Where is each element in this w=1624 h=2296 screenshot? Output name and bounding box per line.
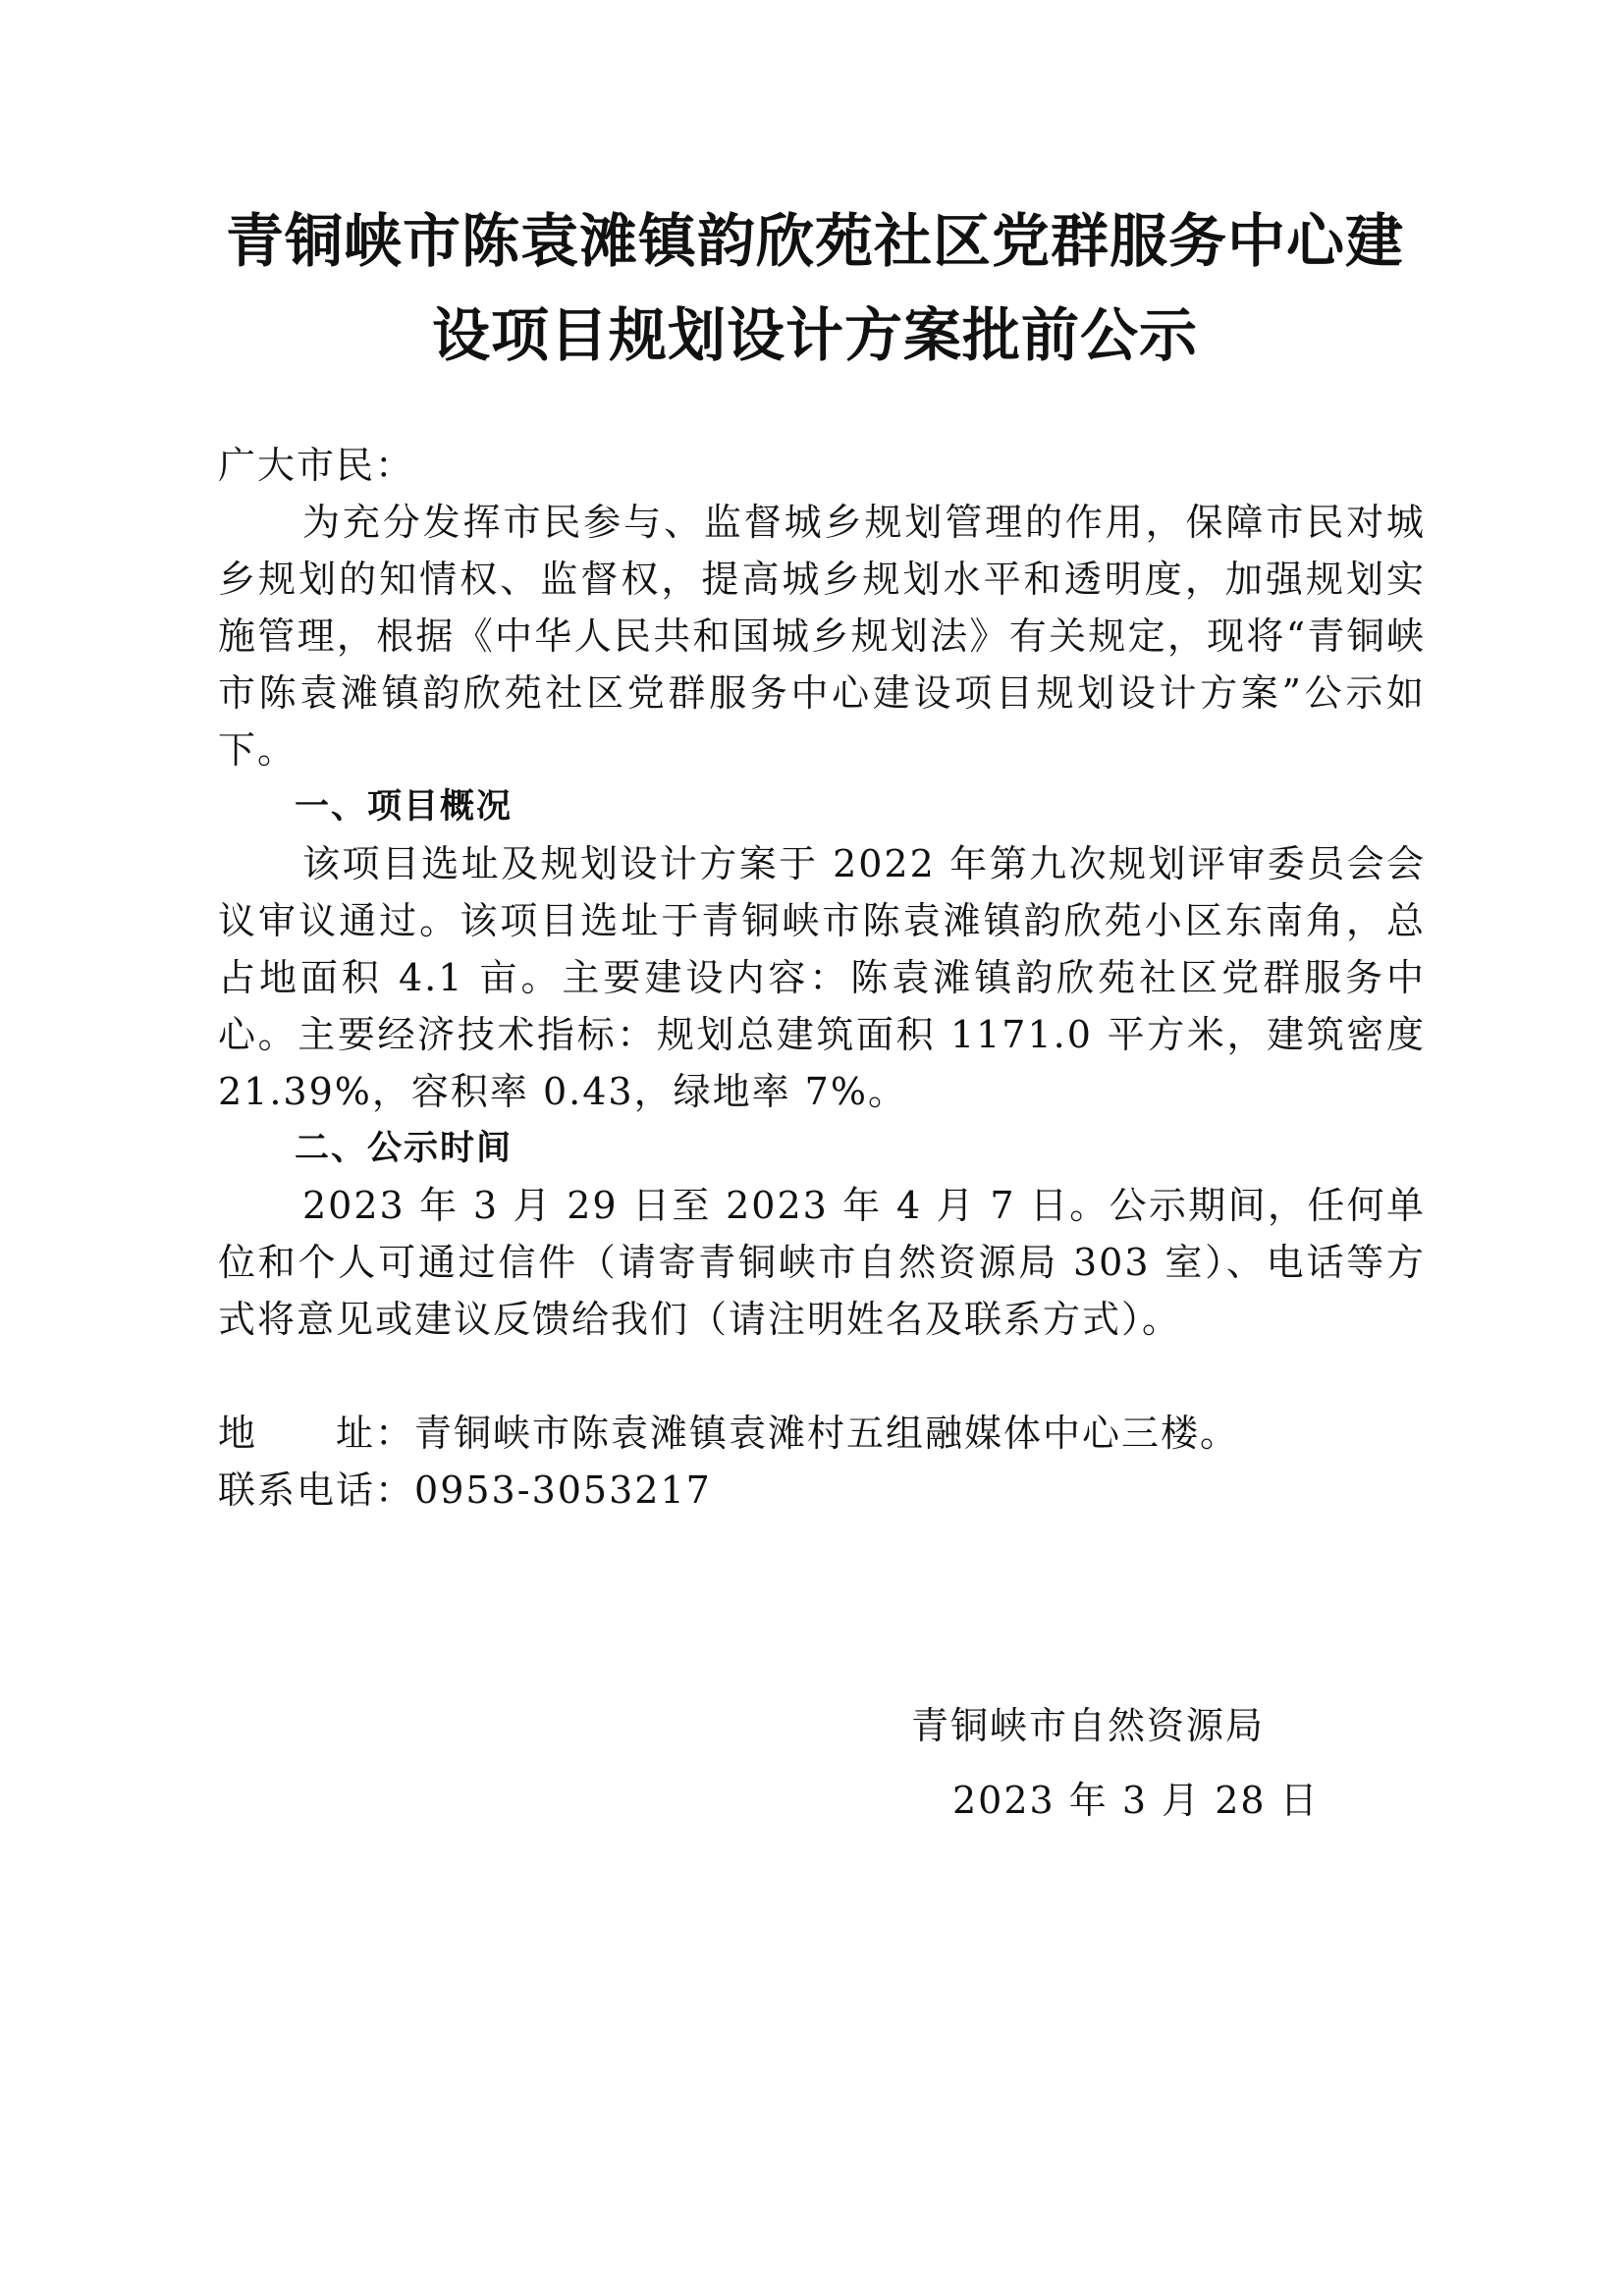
phone-label: 联系电话： (218, 1468, 415, 1512)
address-line (218, 1405, 1426, 1462)
period-paragraph: 2023 年 3 月 29 日至 2023 年 4 月 7 日。公示期间，任何单位和个人可通过信件（请寄青铜峡市自然资源局 303 室）、电话等方式将意见或建议反馈给我们（请注明姓名及联系方式）。 (218, 1184, 1426, 1341)
spacer (218, 1348, 1426, 1405)
salutation: 广大市民： (218, 444, 415, 487)
signature-block (884, 1688, 1434, 1838)
overview-paragraph: 该项目选址及规划设计方案于 2022 年第九次规划评审委员会会议审议通过。该项目选址于青铜峡市陈袁滩镇韵欣苑小区东南角，总占地面积 4.1 亩。主要建设内容：陈袁滩镇韵欣苑社区党群服务中心。主要经济技术指标：规划总建筑面积 1171.0 平方米，建筑密度 21.39%，容积率 0.43，绿地率 7%。 (218, 842, 1426, 1113)
section-heading-overview: 一、项目概况 (295, 786, 514, 827)
title-line-1: 青铜峡市陈袁滩镇韵欣苑社区党群服务中心建 (225, 207, 1404, 275)
document-title (196, 194, 1434, 383)
address-label: 地 址： (218, 1412, 415, 1455)
phone-line (218, 1462, 1426, 1519)
issuer-name: 青铜峡市自然资源局 (911, 1704, 1266, 1747)
title-line-2: 设项目规划设计方案批前公示 (431, 301, 1198, 369)
section-heading-period: 二、公示时间 (295, 1128, 514, 1168)
address-value: 青铜峡市陈袁滩镇袁滩村五组融媒体中心三楼。 (414, 1412, 1240, 1455)
issue-date: 2023 年 3 月 28 日 (952, 1779, 1320, 1822)
phone-value: 0953-3053217 (414, 1468, 712, 1512)
document-body (218, 437, 1426, 1519)
intro-paragraph: 为充分发挥市民参与、监督城乡规划管理的作用，保障市民对城乡规划的知情权、监督权，提高城乡规划水平和透明度，加强规划实施管理，根据《中华人民共和国城乡规划法》有关规定，现将“青铜峡市陈袁滩镇韵欣苑社区党群服务中心建设项目规划设计方案”公示如下。 (218, 501, 1426, 772)
